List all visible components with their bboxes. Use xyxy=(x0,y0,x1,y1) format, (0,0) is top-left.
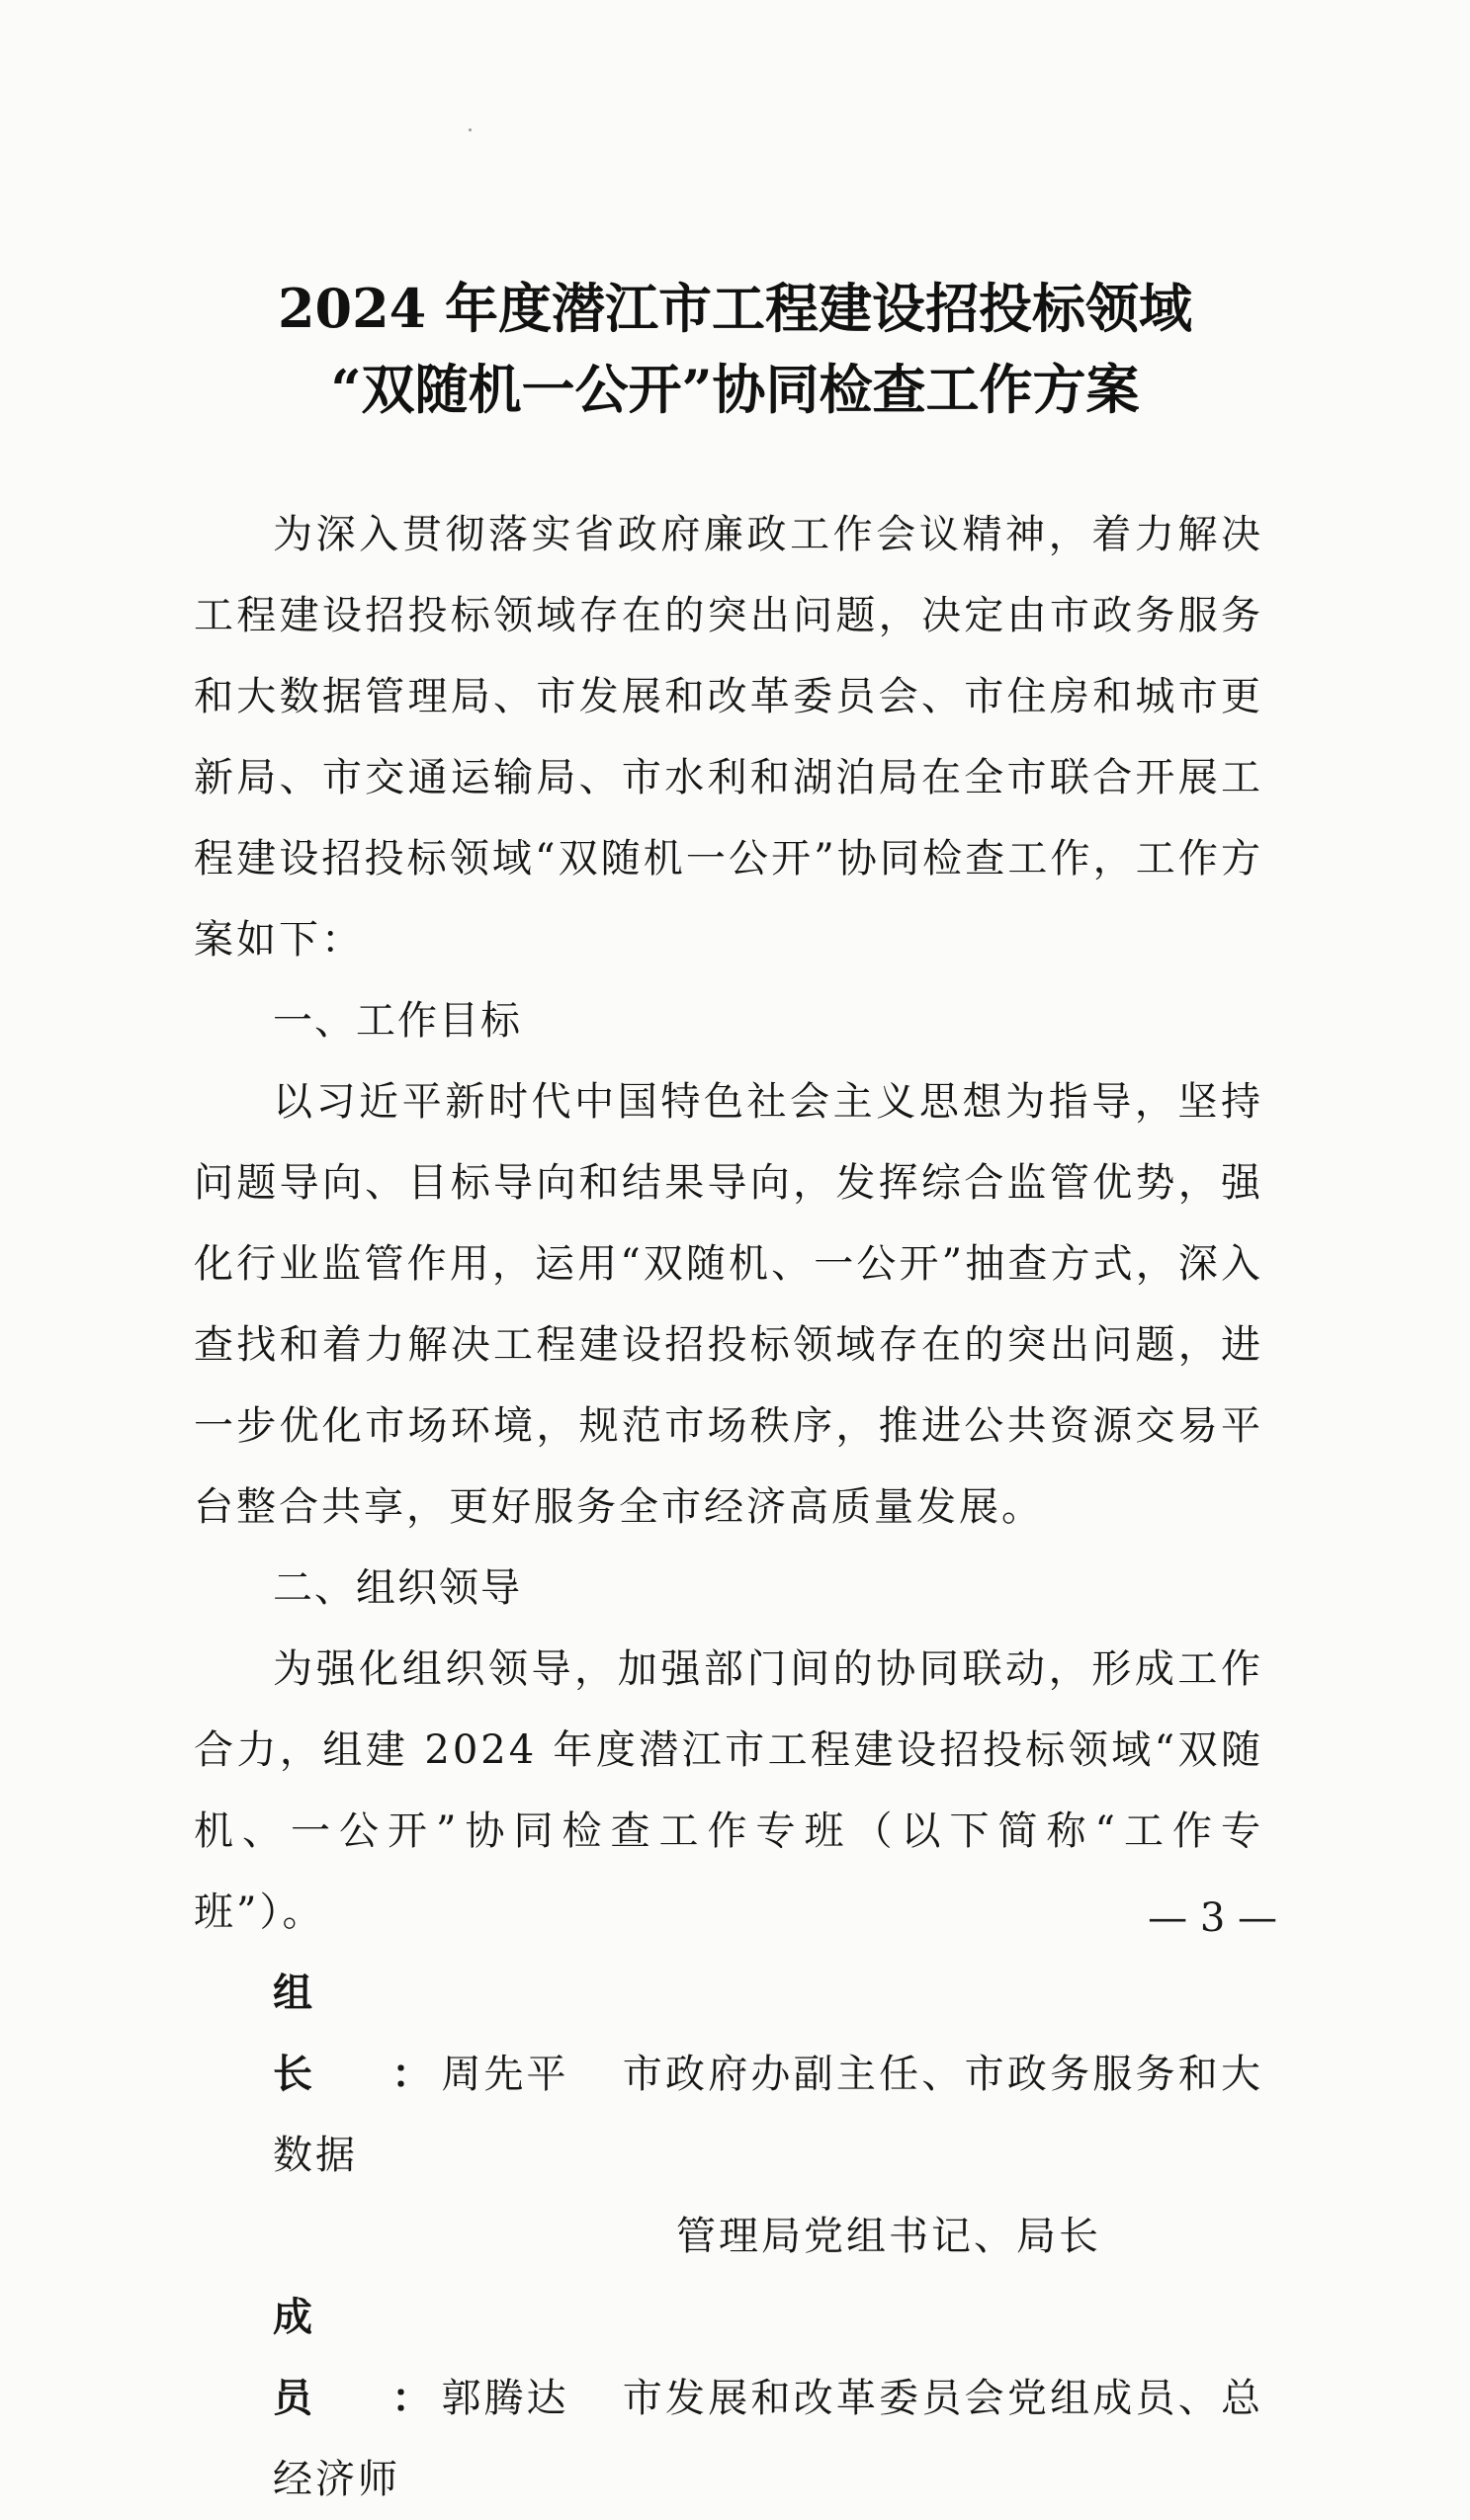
member-colon: ： xyxy=(391,2375,432,2421)
section-1-heading: 一、工作目标 xyxy=(273,998,522,1044)
document-title-line-1: 2024 年度潜江市工程建设招投标领域 xyxy=(277,277,1193,340)
page-number: — 3 — xyxy=(1148,1895,1277,1941)
member-row-leader xyxy=(194,1953,1263,2277)
member-name: 郭腾达 xyxy=(441,2376,569,2421)
section-1-paragraph: 以习近平新时代中国特色社会主义思想为指导，坚持问题导向、目标导向和结果导向，发挥综合监管优势，强化行业监管作用，运用“双随机、一公开”抽查方式，深入查找和着力解决工程建设招投标领域存在的突出问题，进一步优化市场环境，规范市场秩序，推进公共资源交易平台整合共享，更好服务全市经济高质量发展。 xyxy=(194,1079,1263,1530)
member-name: 周先平 xyxy=(441,2052,569,2097)
document-title-line-2: “双随机一公开”协同检查工作方案 xyxy=(330,358,1140,421)
member-role: 成员 xyxy=(273,2294,338,2421)
section-2-heading: 二、组织领导 xyxy=(273,1565,522,1611)
intro-paragraph: 为深入贯彻落实省政府廉政工作会议精神，着力解决工程建设招投标领域存在的突出问题，决定由市政务服务和大数据管理局、市发展和改革委员会、市住房和城市更新局、市交通运输局、市水利和湖泊局在全市联合开展工程建设招投标领域“双随机一公开”协同检查工作，工作方案如下： xyxy=(194,512,1263,963)
member-colon: ： xyxy=(391,2051,432,2097)
member-row-member xyxy=(194,2277,1263,2520)
section-2-paragraph: 为强化组织领导，加强部门间的协同联动，形成工作合力，组建 2024 年度潜江市工程建设招投标领域“双随机、一公开”协同检查工作专班（以下简称“工作专班”）。 xyxy=(194,1646,1263,1935)
member-role: 组长 xyxy=(273,1970,338,2097)
member-duty: 市发展和改革委员会党组成员、总经济师 xyxy=(273,2376,1264,2502)
scan-speck xyxy=(469,128,472,131)
member-duty: 市政府办副主任、市政务服务和大数据 xyxy=(273,2052,1264,2178)
document-body xyxy=(194,494,1263,2520)
member-duty-continued: 管理局党组书记、局长 xyxy=(676,2214,1101,2259)
